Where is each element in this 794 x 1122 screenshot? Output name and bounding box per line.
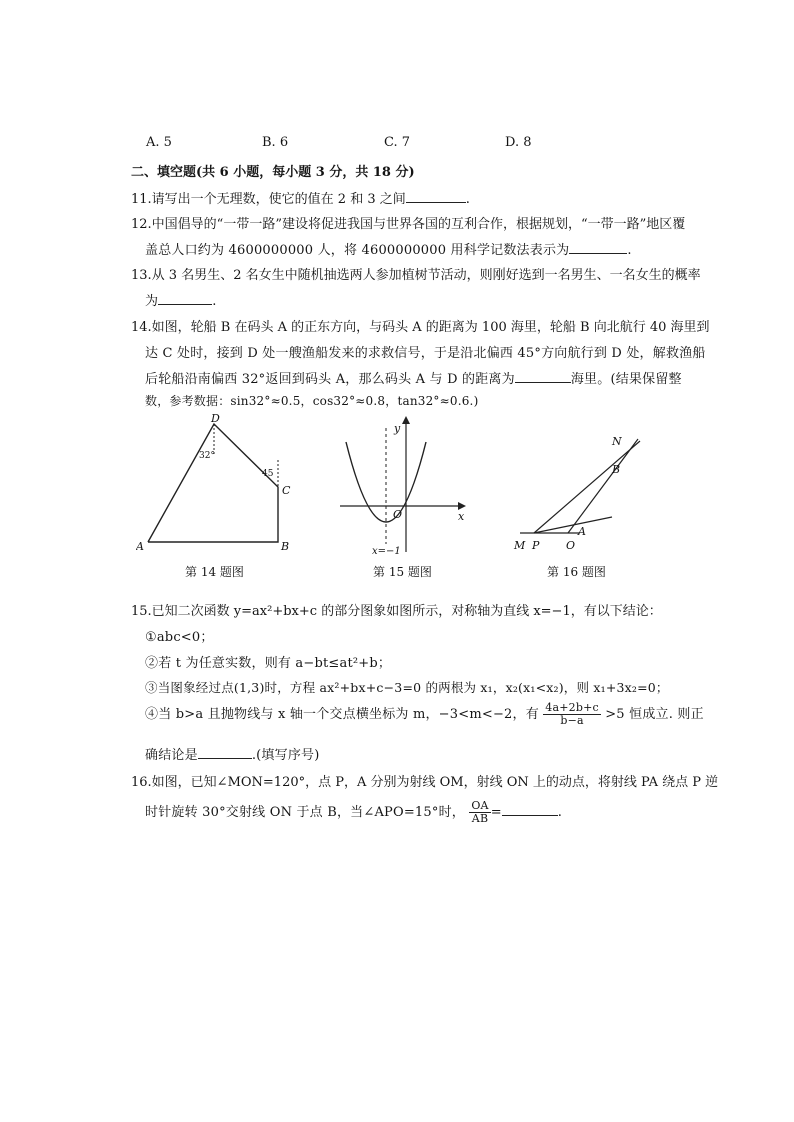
fig15-label-y: y [394,422,401,435]
figure-16 [510,425,655,555]
choice-c: C. 7 [384,135,411,150]
q16-fraction-numerator: OA [471,799,489,812]
choice-b: B. 6 [262,135,289,150]
q11-text: 11.请写出一个无理数，使它的值在 2 和 3 之间 [131,192,406,207]
figure-15-caption: 第 15 题图 [373,565,432,579]
fig14-polygon [148,424,278,542]
q12-end: . [627,243,632,258]
section-title: 二、填空题(共 6 小题，每小题 3 分，共 18 分) [131,165,415,180]
figure-16-caption: 第 16 题图 [547,565,606,579]
q15-line1: 15.已知二次函数 y=ax²+bx+c 的部分图象如图所示，对称轴为直线 x=−1，有以下结论： [131,604,662,619]
fig14-label-b: B [281,540,290,553]
q15-fraction-numerator: 4a+2b+c [545,701,599,714]
q14-line3-text: 后轮船沿南偏西 32°返回到码头 A，那么码头 A 与 D 的距离为 [145,372,515,387]
q11-answer-blank [406,190,466,203]
fig16-label-o: O [566,539,576,552]
q13-end: . [212,294,217,309]
q12-line1: 12.中国倡导的“一带一路”建设将促进我国与世界各国的互利合作，根据规划，“一带一路”地区覆 [131,217,686,232]
q16-end: . [557,805,563,820]
q12-line2 [145,239,632,258]
fig16-label-a: A [578,525,586,538]
q15-final-line [145,744,320,763]
q15-conclusion-2: ②若 t 为任意实数，则有 a−bt≤at²+b； [145,656,392,671]
q15-fraction [543,702,601,727]
q16-line1: 16.如图，已知∠MON=120°，点 P，A 分别为射线 OM，射线 ON 上的动点，将射线 PA 绕点 P 逆 [131,775,719,790]
q14-line3-tail: 海里。(结果保留整 [570,372,682,387]
fig16-ray-pb [534,441,640,533]
fig16-label-m: M [514,539,526,552]
q13-answer-blank [158,292,212,305]
fig16-label-p: P [532,539,540,552]
q14-answer-blank [515,370,571,383]
q11-end: . [465,192,470,207]
fig14-label-d: D [211,412,220,425]
q15-conclusion-1: ①abc<0； [145,630,214,645]
figure-15 [336,412,476,562]
q16-fraction-denominator: AB [471,812,489,825]
q15-conclusion-4 [145,702,704,727]
fig15-label-o: O [393,508,403,521]
q13-line2-text: 为 [145,294,159,309]
question-11 [131,188,470,207]
q14-line3 [145,368,682,387]
fig16-label-b: B [612,463,621,476]
fig16-ray-pa [534,517,612,533]
q14-line2: 达 C 处时，接到 D 处一艘渔船发来的求救信号，于是沿北偏西 45°方向航行到 D 处，解救渔船 [145,346,706,361]
fig15-label-axis: x=−1 [372,546,401,557]
q16-equals: = [490,805,502,820]
q15-c4-text: ④当 b>a 且抛物线与 x 轴一个交点横坐标为 m，−3<m<−2，有 [145,707,539,722]
fig14-label-a: A [136,540,144,553]
q15-end: .(填写序号) [251,748,320,763]
fig15-x-arrow [458,502,466,510]
q13-line2 [145,290,217,309]
q16-line2-text: 时针旋转 30°交射线 ON 于点 B，当∠APO=15°时， [145,805,465,820]
fig14-label-c: C [282,484,291,497]
q14-line1: 14.如图，轮船 B 在码头 A 的正东方向，与码头 A 的距离为 100 海里，轮船 B 向北航行 40 海里到 [131,320,710,335]
figure-14 [136,412,306,557]
q14-line4: 数，参考数据：sin32°≈0.5，cos32°≈0.8，tan32°≈0.6.) [145,394,479,408]
fig15-label-x: x [458,510,465,523]
q15-answer-blank [198,746,252,759]
q12-answer-blank [569,241,627,254]
q15-final-text: 确结论是 [145,748,198,763]
fig15-y-arrow [402,416,410,424]
fig14-angle-32: 32° [199,451,215,461]
q16-line2 [145,800,562,825]
q13-line1: 13.从 3 名男生、2 名女生中随机抽选两人参加植树节活动，则刚好选到一名男生、一名女生的概率 [131,268,701,283]
q12-line2-text: 盖总人口约为 4600000000 人，将 4600000000 用科学记数法表示为 [145,243,570,258]
choice-d: D. 8 [505,135,532,150]
choice-a: A. 5 [146,135,172,150]
figure-14-caption: 第 14 题图 [185,565,244,579]
fig16-label-n: N [612,435,622,448]
q15-c4-tail: >5 恒成立. 则正 [605,707,704,722]
q15-fraction-denominator: b−a [560,714,584,727]
q16-fraction [469,800,490,825]
q15-conclusion-3: ③当图象经过点(1,3)时，方程 ax²+bx+c−3=0 的两根为 x₁，x₂(x₁<x₂)，则 x₁+3x₂=0； [145,680,669,695]
fig14-angle-45: 45 [262,469,274,479]
q16-answer-blank [502,803,558,816]
